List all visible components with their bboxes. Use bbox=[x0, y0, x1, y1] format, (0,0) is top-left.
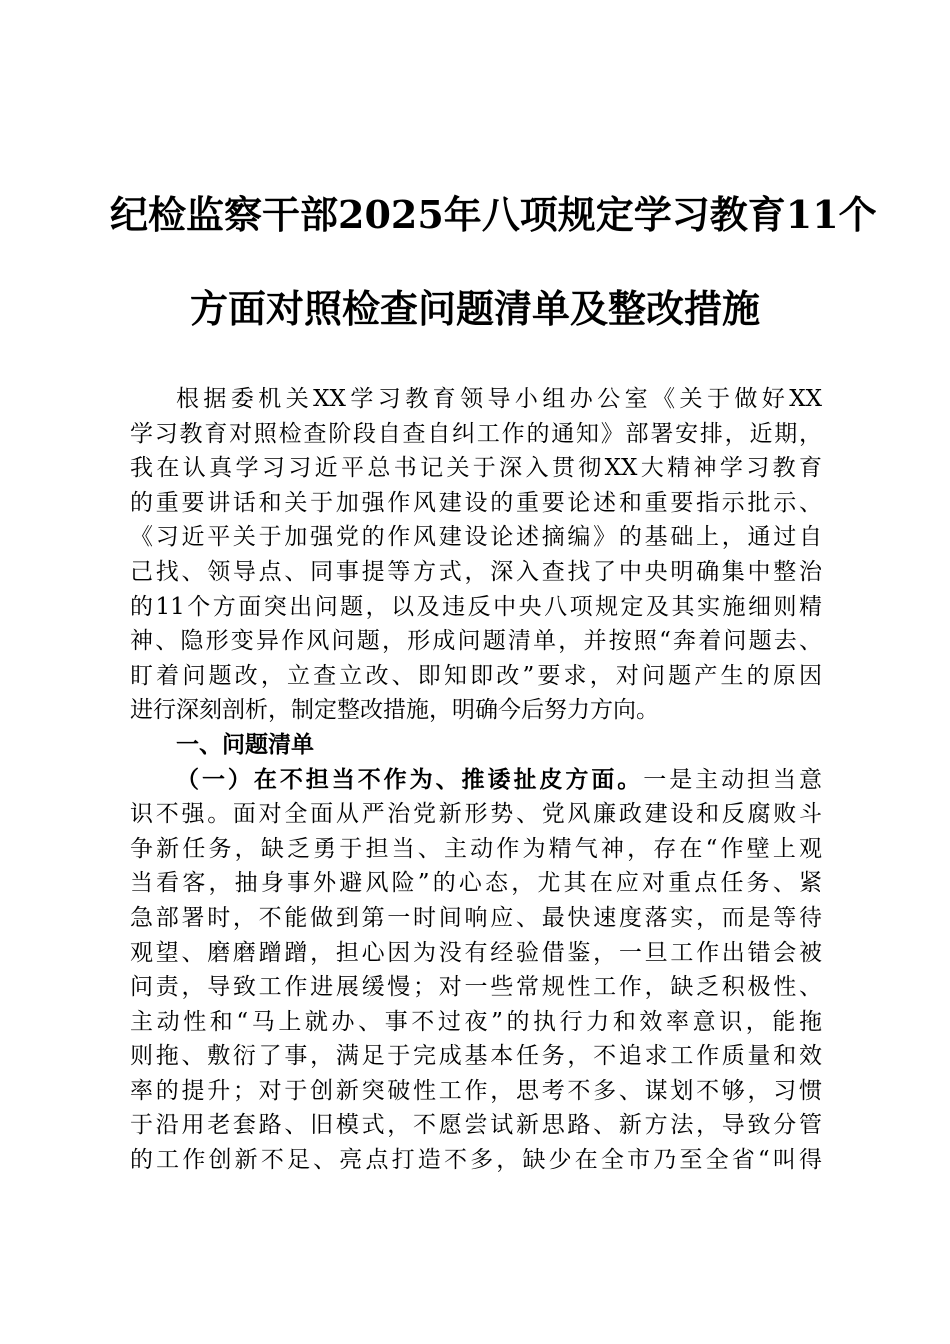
subsection-paragraph-line: 争新任务，缺乏勇于担当、主动作为精气神，存在“作壁上观 bbox=[130, 835, 822, 862]
intro-paragraph-line: 己找、领导点、同事提等方式，深入查找了中央明确集中整治 bbox=[130, 558, 822, 585]
subsection-paragraph-line: 急部署时，不能做到第一时间响应、最快速度落实，而是等待 bbox=[130, 904, 822, 931]
section-heading: 一、问题清单 bbox=[176, 731, 314, 758]
document-title-line-2: 方面对照检查问题清单及整改措施 bbox=[189, 286, 760, 331]
intro-paragraph-line: 《习近平关于加强党的作风建设论述摘编》的基础上，通过自 bbox=[130, 524, 822, 551]
subsection-paragraph-line: 主动性和“马上就办、事不过夜”的执行力和效率意识，能拖 bbox=[130, 1008, 822, 1035]
intro-paragraph-line: 我在认真学习习近平总书记关于深入贯彻XX大精神学习教育 bbox=[130, 455, 822, 482]
subsection-first-line bbox=[130, 763, 822, 798]
subsection-paragraph-line: 率的提升；对于创新突破性工作，思考不多、谋划不够，习惯 bbox=[130, 1077, 822, 1104]
subsection-first-line-text: 一是主动担当意 bbox=[643, 766, 823, 793]
intro-paragraph-line: 神、隐形变异作风问题，形成问题清单，并按照“奔着问题去、 bbox=[130, 628, 822, 655]
intro-paragraph-line: 的11个方面突出问题，以及违反中央八项规定及其实施细则精 bbox=[130, 593, 822, 620]
subsection-paragraph-line: 问责，导致工作进展缓慢；对一些常规性工作，缺乏积极性、 bbox=[130, 974, 822, 1001]
document-body bbox=[130, 382, 822, 1178]
intro-paragraph-line: 盯着问题改，立查立改、即知即改”要求，对问题产生的原因 bbox=[130, 662, 822, 689]
subsection-paragraph-line: 于沿用老套路、旧模式，不愿尝试新思路、新方法，导致分管 bbox=[130, 1112, 822, 1139]
subsection-paragraph-line: 当看客，抽身事外避风险”的心态，尤其在应对重点任务、紧 bbox=[130, 870, 822, 897]
subsection-paragraph-line: 的工作创新不足、亮点打造不多，缺少在全市乃至全省“叫得 bbox=[130, 1147, 822, 1174]
subsection-paragraph-line: 则拖、敷衍了事，满足于完成基本任务，不追求工作质量和效 bbox=[130, 1043, 822, 1070]
subsection-heading: （一）在不担当不作为、推诿扯皮方面。 bbox=[176, 765, 644, 793]
intro-paragraph-line: 进行深刻剖析，制定整改措施，明确今后努力方向。 bbox=[130, 697, 659, 724]
document-title-line-1: 纪检监察干部2025年八项规定学习教育11个 bbox=[110, 192, 877, 237]
subsection-paragraph-line: 观望、磨磨蹭蹭，担心因为没有经验借鉴，一旦工作出错会被 bbox=[130, 939, 822, 966]
intro-paragraph-line: 根据委机关XX学习教育领导小组办公室《关于做好XX bbox=[176, 386, 822, 412]
intro-paragraph-line: 学习教育对照检查阶段自查自纠工作的通知》部署安排，近期， bbox=[130, 420, 822, 447]
intro-paragraph-line: 的重要讲话和关于加强作风建设的重要论述和重要指示批示、 bbox=[130, 489, 822, 516]
subsection-paragraph-line: 识不强。面对全面从严治党新形势、党风廉政建设和反腐败斗 bbox=[130, 801, 822, 828]
